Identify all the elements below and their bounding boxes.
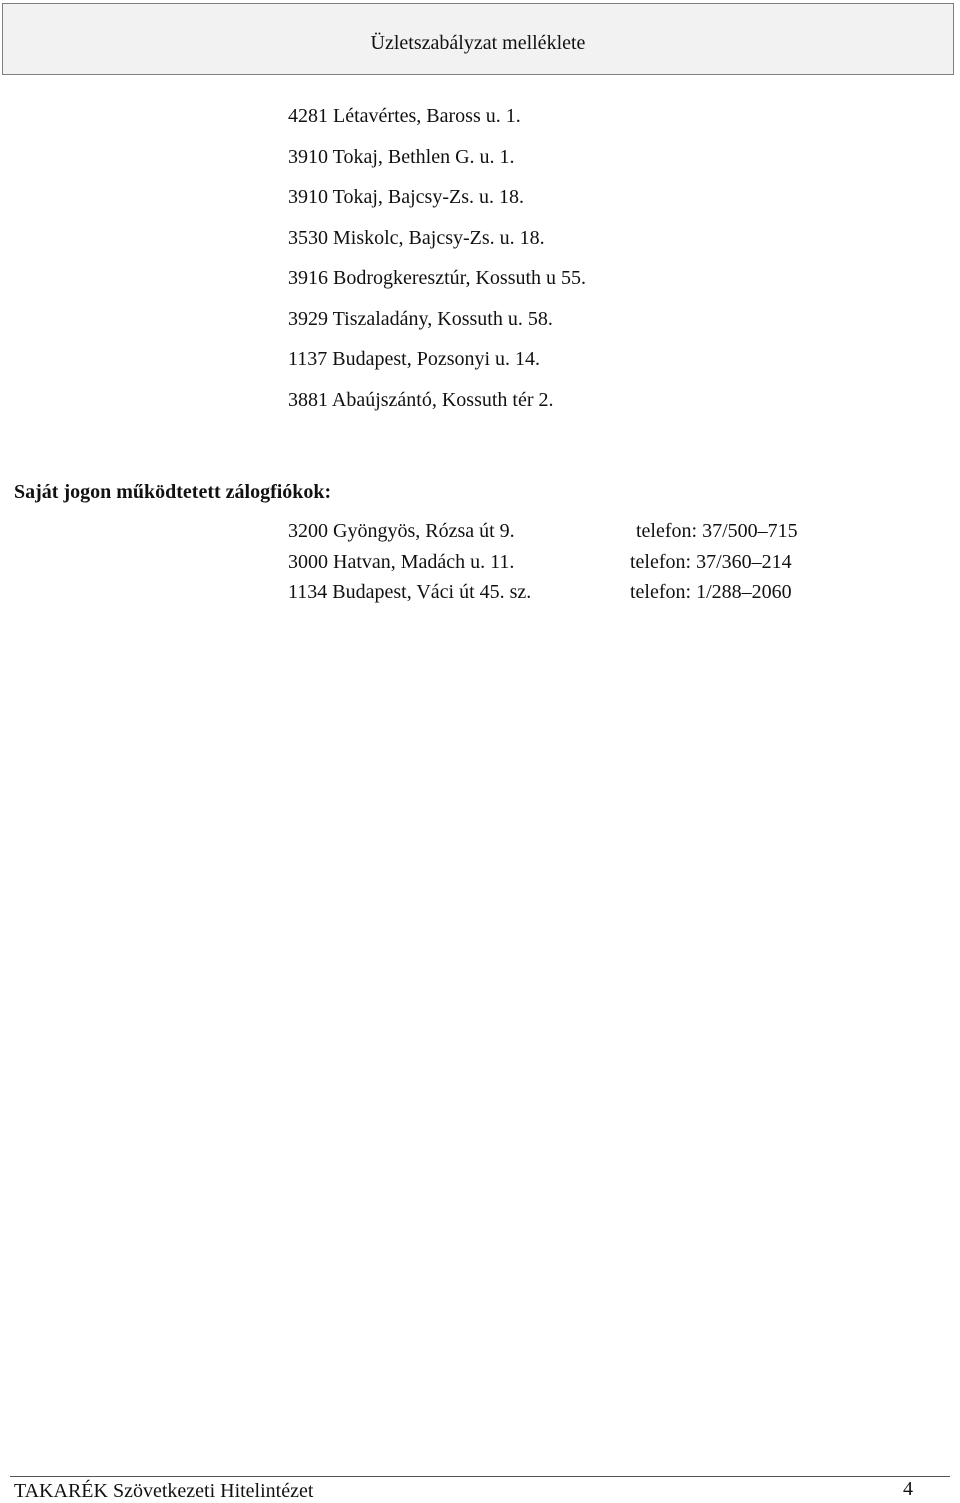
branch-address: 3910 Tokaj, Bethlen G. u. 1. xyxy=(288,145,515,168)
pawnshop-list xyxy=(288,517,888,609)
branch-address: 3881 Abaújszántó, Kossuth tér 2. xyxy=(288,388,554,411)
pawnshop-phone: telefon: 37/500–715 xyxy=(636,520,798,542)
page-header xyxy=(2,3,954,75)
branch-address-list xyxy=(288,102,586,426)
pawnshop-address: 1134 Budapest, Váci út 45. sz. xyxy=(288,581,532,603)
branch-address: 3929 Tiszaladány, Kossuth u. 58. xyxy=(288,307,553,330)
branch-address: 1137 Budapest, Pozsonyi u. 14. xyxy=(288,348,541,370)
pawnshop-phone: telefon: 1/288–2060 xyxy=(630,581,792,603)
header-title: Üzletszabályzat melléklete xyxy=(370,32,586,54)
pawnshop-row xyxy=(288,517,888,548)
branch-address: 3910 Tokaj, Bajcsy-Zs. u. 18. xyxy=(288,186,524,208)
pawnshop-address: 3000 Hatvan, Madách u. 11. xyxy=(288,550,515,573)
branch-address: 3530 Miskolc, Bajcsy-Zs. u. 18. xyxy=(288,226,545,249)
pawnshop-phone: telefon: 37/360–214 xyxy=(630,550,792,573)
footer-divider xyxy=(10,1476,950,1477)
branch-address: 3916 Bodrogkeresztúr, Kossuth u 55. xyxy=(288,267,587,289)
branch-address: 4281 Létavértes, Baross u. 1. xyxy=(288,105,521,127)
footer-organization: TAKARÉK Szövetkezeti Hitelintézet xyxy=(14,1480,314,1502)
page-number: 4 xyxy=(903,1478,913,1500)
pawnshop-row xyxy=(288,548,888,579)
pawnshop-row xyxy=(288,578,888,609)
pawnshop-section-heading: Saját jogon működtetett zálogfiókok: xyxy=(14,481,332,503)
pawnshop-address: 3200 Gyöngyös, Rózsa út 9. xyxy=(288,520,515,542)
